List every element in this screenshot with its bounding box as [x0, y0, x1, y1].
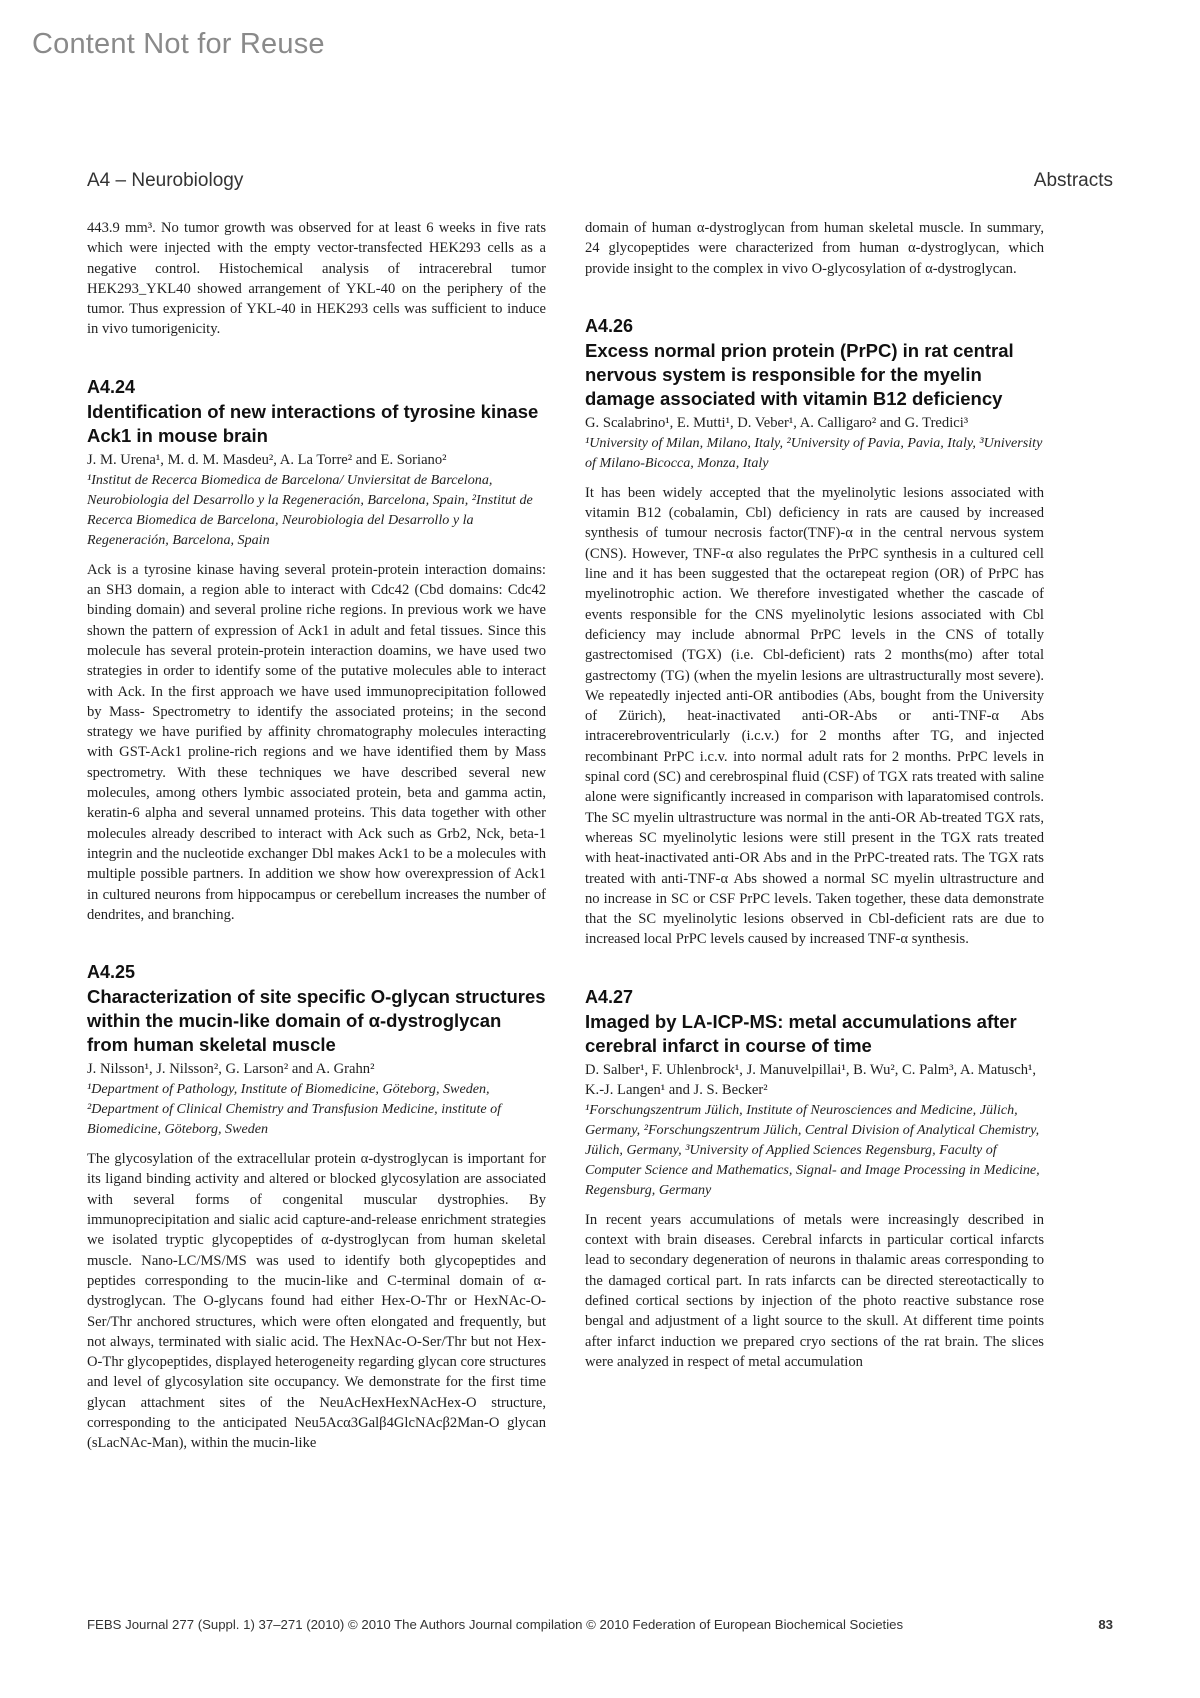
abstract-body: Ack is a tyrosine kinase having several protein-protein interaction domains: an SH3 domain, a region able to interact with Cdc42 (Cbd domains: Cdc42 binding domain) and several proline riche regions. In previous work we have shown the pattern of expression of Ack1 in adult and fetal tissues. Since this molecule has several protein-protein interaction doamins, we have used two strategies in order to identify some of the putative molecules able to interact with Ack. In the first approach we have used immunoprecipitation followed by Mass- Spectrometry to identify the associated proteins; in the second strategy we have purified by affinity chromatography molecules interacting with GST-Ack1 proline-rich regions and we have identified them by Mass spectrometry. With these techniques we have described several new molecules, among others lymbic associated protein, beta and gamma actin, keratin-6 alpha and several unnamed proteins. This data together with other molecules already described to interact with Ack such as Grb2, Nck, beta-1 integrin and the nucleotide exchanger Dbl makes Ack1 to be a molecules with multiple possible partners. In addition we show how overexpression of Ack1 in cultured neurons from hippocampus or cerebellum increases the number of dendrites, and branching. [87, 561, 546, 923]
abstract-id: A4.27 [585, 986, 634, 1007]
journal-section-label: Abstracts [1033, 170, 1113, 191]
abstract-a4-24 [87, 376, 546, 925]
abstract-body: In recent years accumulations of metals were increasingly described in context with brain diseases. Cerebral infarcts in particular cortical infarcts lead to secondary degeneration of neurons in thalamic areas corresponding to the damaged cortical part. In rats infarcts can be directed stereotactically to defined cortical sections by injection of the photo reactive substance rose bengal and adjustment of a light source to the skull. At different time points after infarct induction we prepared cryo sections of the rat brain. The slices were analyzed in respect of metal accumulation [585, 1211, 1044, 1370]
abstract-id: A4.25 [87, 962, 136, 983]
watermark: Content Not for Reuse [32, 28, 325, 60]
journal-citation: FEBS Journal 277 (Suppl. 1) 37–271 (2010) © 2010 The Authors Journal compilation © 2010 Federation of European Biochemical Societies [87, 1617, 904, 1632]
left-column [87, 218, 546, 1454]
abstract-affiliations: ¹Department of Pathology, Institute of Biomedicine, Göteborg, Sweden, ²Department of Clinical Chemistry and Transfusion Medicine, institute of Biomedicine, Göteborg, Sweden [87, 1081, 502, 1138]
abstract-body: The glycosylation of the extracellular protein α-dystroglycan is important for its ligand binding activity and altered or blocked glycosylation are associated with several forms of congenital muscular dystrophies. By immunoprecipitation and sialic acid capture-and-release enrichment strategies we isolated tryptic glycopeptides of α-dystroglycan from human skeletal muscle. Nano-LC/MS/MS was used to identify both glycopeptides and peptides corresponding to the mucin-like and C-terminal domain of α-dystroglycan. The O-glycans found had either Hex-O-Thr or HexNAc-O-Ser/Thr anchored structures, which were often elongated and frequently, but not always, terminated with sialic acid. The HexNAc-O-Ser/Thr but not Hex-O-Thr glycopeptides, displayed heterogeneity regarding glycan core structures and level of glycosylation site occupancy. We demonstrate for the first time glycan attachment sites of the NeuAcHexHexNAcHex-O structure, corresponding to the anticipated Neu5Acα3Galβ4GlcNAcβ2Man-O glycan (sLacNAc-Man), within the mucin-like [87, 1151, 546, 1452]
abstract-a4-25 [87, 961, 546, 1453]
abstract-affiliations: ¹Institut de Recerca Biomedica de Barcelona/ Unviersitat de Barcelona, Neurobiologia del Desarrollo y la Regeneración, Barcelona, Spain, ²Institut de Recerca Biomedica de Barcelona, Neurobiologia del Desarrollo y la Regeneración, Barcelona, Spain [87, 471, 533, 548]
abstract-affiliations: ¹Forschungszentrum Jülich, Institute of Neurosciences and Medicine, Jülich, Germany, ²Forschungszentrum Jülich, Central Division of Analytical Chemistry, Jülich, Germany, ³University of Applied Sciences Regensburg, Faculty of Computer Science and Mathematics, Signal- and Image Processing in Medicine, Regensburg, Germany [585, 1101, 1040, 1198]
abstract-affiliations: ¹University of Milan, Milano, Italy, ²University of Pavia, Pavia, Italy, ³University of Milano-Bicocca, Monza, Italy [585, 434, 1043, 471]
abstract-a4-26 [585, 315, 1044, 950]
abstract-authors: J. M. Urena¹, M. d. M. Masdeu², A. La Torre² and E. Soriano² [87, 451, 447, 468]
abstract-authors: D. Salber¹, F. Uhlenbrock¹, J. Manuvelpillai¹, B. Wu², C. Palm³, A. Matusch¹, K.-J. Langen¹ and J. S. Becker² [585, 1061, 1037, 1098]
right-column [585, 218, 1044, 1372]
abstract-a4-27 [585, 986, 1044, 1372]
abstract-id: A4.26 [585, 315, 634, 336]
abstract-title: Excess normal prion protein (PrPC) in rat central nervous system is responsible for the myelin damage associated with vitamin B12 deficiency [585, 339, 1014, 409]
abstract-authors: J. Nilsson¹, J. Nilsson², G. Larson² and A. Grahn² [87, 1061, 375, 1078]
abstract-title: Identification of new interactions of tyrosine kinase Ack1 in mouse brain [87, 400, 539, 446]
page-number: 83 [1098, 1617, 1113, 1632]
abstract-title: Characterization of site specific O-glycan structures within the mucin-like domain of α-dystroglycan from human skeletal muscle [87, 986, 546, 1056]
abstract-title: Imaged by LA-ICP-MS: metal accumulations after cerebral infarct in course of time [585, 1010, 1017, 1056]
abstract-authors: G. Scalabrino¹, E. Mutti¹, D. Veber¹, A. Calligaro² and G. Tredici³ [585, 414, 969, 431]
abstract-id: A4.24 [87, 376, 136, 397]
continuation-text: domain of human α-dystroglycan from human skeletal muscle. In summary, 24 glycopeptides were characterized from human α-dystroglycan, which provide insight to the complex in vivo O-glycosylation of α-dystroglycan. [585, 220, 1044, 277]
section-label: A4 – Neurobiology [87, 170, 244, 191]
abstract-body: It has been widely accepted that the myelinolytic lesions associated with vitamin B12 (cobalamin, Cbl) deficiency in rats are caused by increased synthesis of tumour necrosis factor(TNF)-α in the central nervous system (CNS). However, TNF-α also regulates the PrPC synthesis in a cultured cell line and it has been suggested that the octarepeat region (OR) of PrPC has myelinotrophic action. We therefore investigated whether the cascade of events responsible for the CNS myelinolytic lesions associated with Cbl deficiency may include abnormal PrPC levels in the CNS of totally gastrectomised (TGX) (i.e. Cbl-deficient) rats 2 months(mo) after total gastrectomy (TG) (when the myelin lesions are ultrastructurally most severe). We repeatedly injected anti-OR antibodies (Abs, bought from the University of Zürich), heat-inactivated anti-OR-Abs or anti-TNF-α Abs intracerebroventricularly (i.c.v.) for 2 months after TG, and injected recombinant PrPC i.c.v. into normal adult rats for 2 months. PrPC levels in spinal cord (SC) and cerebrospinal fluid (CSF) of TGX rats treated with saline alone were significantly increased in comparison with laparatomised controls. The SC myelin ultrastructure was normal in the anti-OR Ab-treated TGX rats, whereas SC myelinolytic lesions were still present in the TGX rats treated with heat-inactivated anti-OR Abs and in the PrPC-treated rats. The TGX rats treated with anti-TNF-α Abs showed a normal SC myelin ultrastructure and no increase in SC or CSF PrPC levels. Taken together, these data demonstrate that the SC myelinolytic lesions observed in Cbl-deficient rats are due to increased local PrPC levels caused by increased TNF-α synthesis. [585, 484, 1044, 948]
continuation-text: 443.9 mm³. No tumor growth was observed for at least 6 weeks in five rats which were injected with the empty vector-transfected HEK293 cells as a negative control. Histochemical analysis of intracerebral tumor HEK293_YKL40 showed arrangement of YKL-40 on the periphery of the tumor. Thus expression of YKL-40 in HEK293 cells was sufficient to induce in vivo tumorigenicity. [87, 220, 546, 338]
